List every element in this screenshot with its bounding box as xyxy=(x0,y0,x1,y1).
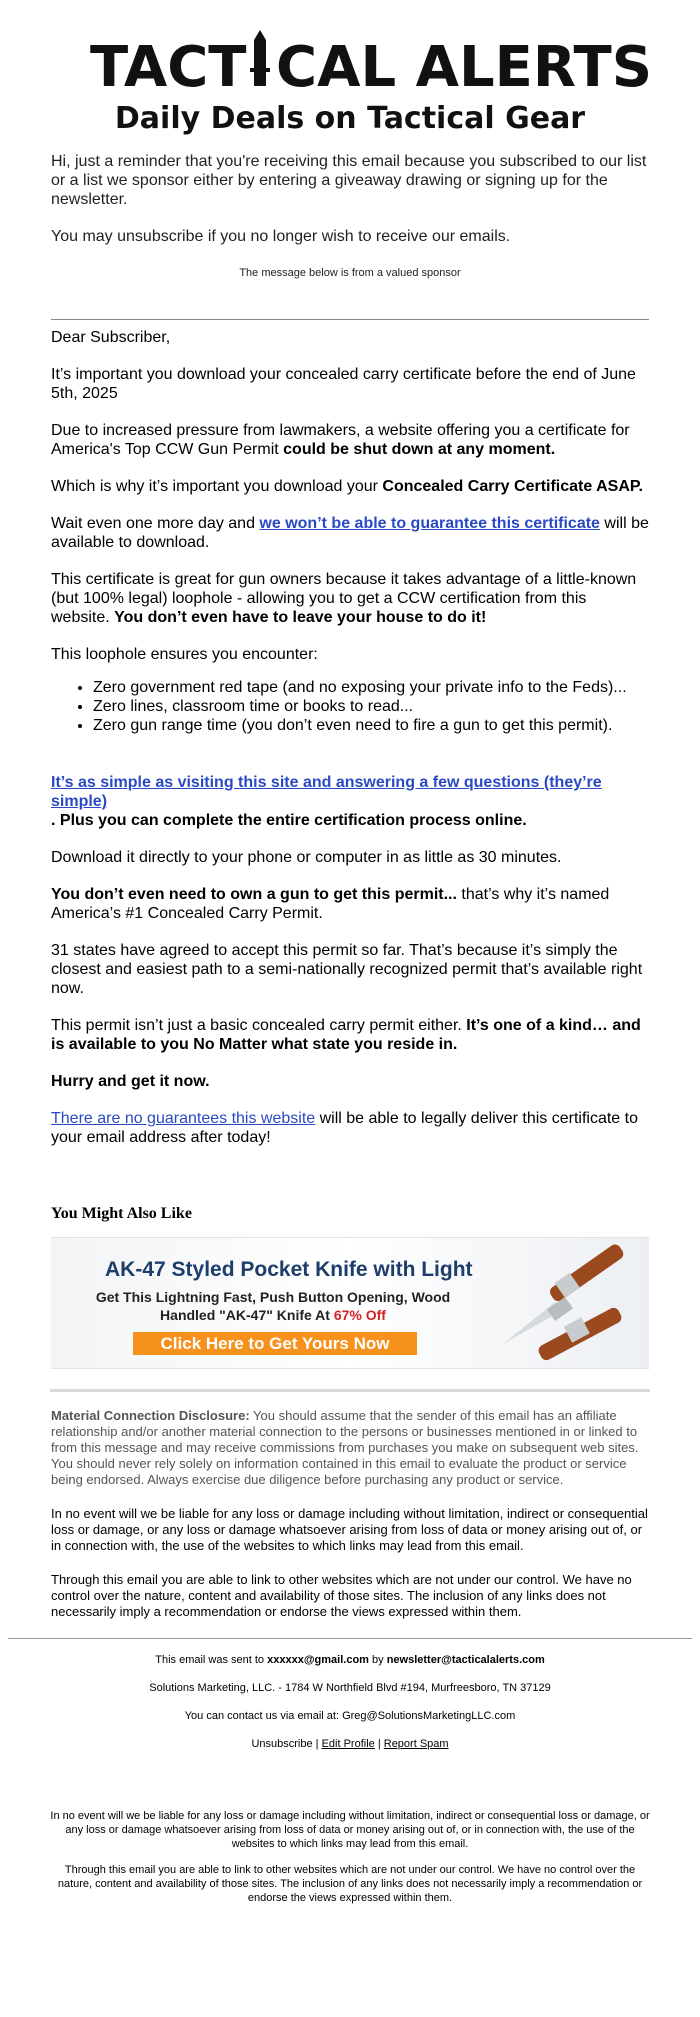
pocket-knife-icon xyxy=(485,1244,635,1362)
email-body xyxy=(0,28,700,1905)
footer-links: Unsubscribe | Edit Profile | Report Spam xyxy=(251,1738,449,1750)
letter-paragraph-13: There are no guarantees this website will be able to legally deliver this certificate to your email address after today! xyxy=(51,1110,638,1146)
intro-section xyxy=(51,152,649,283)
list-item: • Zero gun range time (you don’t even need to fire a gun to get this permit). xyxy=(93,716,649,735)
footer-divider xyxy=(8,1638,692,1639)
letter-paragraph-4: Wait even one more day and we won’t be able to guarantee this certificate will be available to download. xyxy=(51,515,649,551)
letter-paragraph-7: . Plus you can complete the entire certification process online. xyxy=(51,812,527,829)
banner-subtitle: Get This Lightning Fast, Push Button Opening, Wood Handled "AK-47" Knife At 67% Off xyxy=(95,1289,451,1323)
footer-legal-1: In no event will we be liable for any loss or damage including without limitation, indirect or consequential loss or damage, or any loss or damage whatsoever arising from loss of data or money arising out of, or in connection with, the use of the websites to which links may lead from this email. xyxy=(50,1810,650,1850)
knife-promo-banner[interactable] xyxy=(51,1237,649,1369)
report-spam-link[interactable]: Report Spam xyxy=(383,1738,449,1750)
letter-paragraph-6: This loophole ensures you encounter: xyxy=(51,646,318,663)
divider xyxy=(51,319,649,320)
footer-legal-2: Through this email you are able to link to other websites which are not under our control. We have no control over the nature, content and availability of those sites. The inclusion of any links does not necessarily imply a recommendation or endorse the views expressed within them. xyxy=(57,1864,643,1904)
contact-line: You can contact us via email at: Greg@SolutionsMarketingLLC.com xyxy=(184,1710,516,1722)
letter-paragraph-3: Which is why it’s important you download your Concealed Carry Certificate ASAP. xyxy=(51,478,643,495)
letter-paragraph-11: This permit isn’t just a basic concealed carry permit either. It’s one of a kind… and is available to you No Matter what state you reside in. xyxy=(51,1017,641,1053)
section-divider xyxy=(50,1389,650,1392)
company-address: Solutions Marketing, LLC. - 1784 W Northfield Blvd #194, Murfreesboro, TN 37129 xyxy=(149,1682,551,1694)
letter-paragraph-1: It’s important you download your concealed carry certificate before the end of June 5th, 2025 xyxy=(51,366,636,402)
letter-paragraph-10: 31 states have agreed to accept this permit so far. That’s because it’s simply the closest and easiest path to a semi-nationally recognized permit that’s available right now. xyxy=(51,942,643,997)
letter-paragraph-12: Hurry and get it now. xyxy=(51,1073,210,1090)
material-connection-disclosure: Material Connection Disclosure: You should assume that the sender of this email has an affiliate relationship and/or another material connection to the persons or businesses mentioned in or linked to from this message and may receive commissions from purchases you make on subsequent web sites. You should never rely solely on information contained in this email to evaluate the product or service being endorsed. Always exercise due diligence before purchasing any product or service. xyxy=(51,1408,639,1487)
liability-paragraph: In no event will we be liable for any loss or damage including without limitation, indirect or consequential loss or damage, or any loss or damage whatsoever arising from loss of data or money arising out of, or in connection with, the use of the websites to which links may lead from this email. xyxy=(51,1506,648,1553)
logo-text-right: CAL ALERTS xyxy=(276,35,653,100)
disclosure-section xyxy=(51,1408,649,1620)
you-might-also-like-heading: You Might Also Like xyxy=(51,1205,192,1222)
logo-tagline: Daily Deals on Tactical Gear xyxy=(114,101,586,136)
letter-paragraph-8: Download it directly to your phone or computer in as little as 30 minutes. xyxy=(51,849,562,866)
list-item: • Zero government red tape (and no exposing your private info to the Feds)... xyxy=(93,678,649,697)
sponsor-note: The message below is from a valued sponsor xyxy=(239,267,461,279)
visit-site-link[interactable]: It’s as simple as visiting this site and answering a few questions (they’re simple) xyxy=(51,774,602,810)
sent-to-line: This email was sent to xxxxxx@gmail.com by newsletter@tacticalalerts.com xyxy=(155,1654,545,1666)
intro-paragraph-1: Hi, just a reminder that you're receiving this email because you subscribed to our list or a list we sponsor either by entering a giveaway drawing or signing up for the newsletter. xyxy=(51,153,647,208)
unsubscribe-link[interactable]: Unsubscribe xyxy=(251,1738,313,1750)
loophole-list xyxy=(51,678,649,735)
banner-cta-button[interactable]: Click Here to Get Yours Now xyxy=(133,1332,417,1355)
letter-paragraph-5: This certificate is great for gun owners because it takes advantage of a little-known (but 100% legal) loophole - allowing you to get a CCW certification from this website. You don’t even have to leave your house to do it! xyxy=(51,571,637,626)
tactical-alerts-logo xyxy=(90,28,653,138)
external-links-paragraph: Through this email you are able to link to other websites which are not under our control. We have no control over the nature, content and availability of those sites. The inclusion of any links does not necessarily imply a recommendation or endorse the views expressed within them. xyxy=(51,1572,632,1619)
footer xyxy=(0,1653,700,1905)
letter-paragraph-2: Due to increased pressure from lawmakers, a website offering you a certificate for America's Top CCW Gun Permit could be shut down at any moment. xyxy=(51,422,630,458)
no-guarantees-link[interactable]: There are no guarantees this website xyxy=(51,1110,316,1127)
edit-profile-link[interactable]: Edit Profile xyxy=(321,1738,375,1750)
sponsor-letter xyxy=(51,328,649,1147)
greeting: Dear Subscriber, xyxy=(51,329,171,346)
banner-title: AK-47 Styled Pocket Knife with Light xyxy=(105,1258,473,1281)
intro-paragraph-2: You may unsubscribe if you no longer wish to receive our emails. xyxy=(51,228,511,245)
list-item: • Zero lines, classroom time or books to read... xyxy=(93,697,649,716)
guarantee-certificate-link[interactable]: we won’t be able to guarantee this certificate xyxy=(259,515,600,532)
knife-icon xyxy=(250,30,270,86)
letter-paragraph-9: You don’t even need to own a gun to get this permit... that’s why it’s named America’s #1 Concealed Carry Permit. xyxy=(51,886,610,922)
footer-legal xyxy=(0,1809,700,1905)
logo-text-left: TACT xyxy=(90,35,247,100)
